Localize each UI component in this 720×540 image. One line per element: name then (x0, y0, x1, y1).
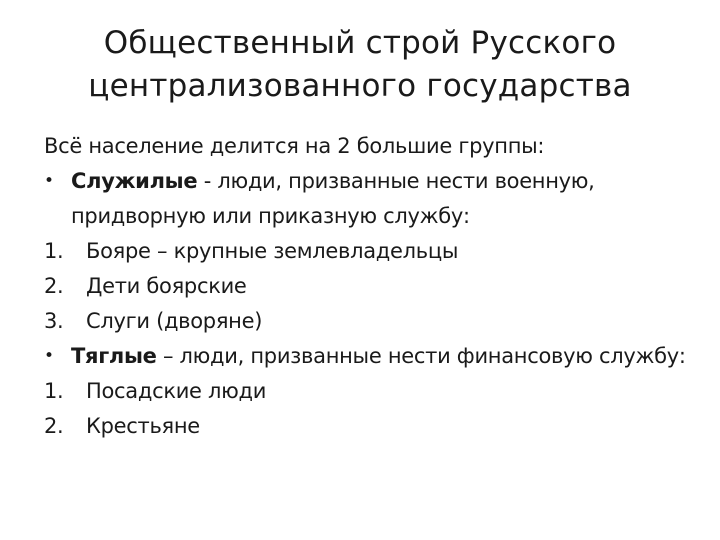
group-name: Служилые (71, 169, 198, 193)
list-number: 1. (44, 239, 64, 263)
slide-title (36, 22, 684, 108)
list-item (44, 269, 704, 304)
list-number: 2. (44, 274, 64, 298)
intro-text: Всё население делится на 2 большие группы: (44, 134, 545, 158)
group-servants (44, 164, 704, 234)
list-item-text: Дети боярские (86, 274, 247, 298)
bullet-marker: • (44, 171, 54, 191)
list-item-text: Посадские люди (86, 379, 267, 403)
list-item-text: Бояре – крупные землевладельцы (86, 239, 459, 263)
list-item (44, 304, 704, 339)
list-item (44, 374, 704, 409)
group-name: Тяглые (71, 344, 157, 368)
slide-body (44, 129, 704, 444)
group-description: - люди, призванные нести военную, придворную или приказную службу: (71, 169, 595, 228)
list-item-text: Слуги (дворяне) (86, 309, 263, 333)
group-description: – люди, призванные нести финансовую службу: (156, 344, 686, 368)
list-item (44, 234, 704, 269)
list-number: 2. (44, 414, 64, 438)
group-taxpayers (44, 339, 704, 374)
list-number: 1. (44, 379, 64, 403)
list-item (44, 409, 704, 444)
list-item-text: Крестьяне (86, 414, 200, 438)
list-number: 3. (44, 309, 64, 333)
slide-title-line-1: Общественный строй Русского (103, 25, 617, 61)
bullet-marker: • (44, 346, 54, 366)
slide-title-line-2: централизованного государства (88, 68, 632, 104)
